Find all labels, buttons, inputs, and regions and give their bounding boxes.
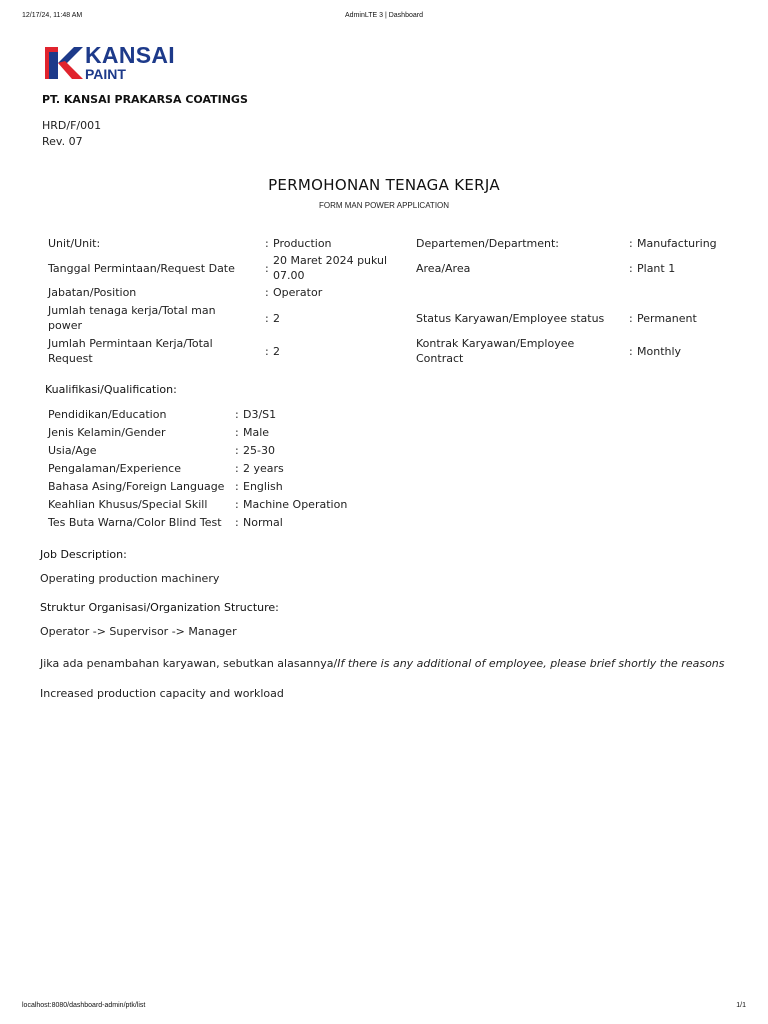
department-label: Departemen/Department: [416, 237, 559, 250]
qualification-label: Tes Buta Warna/Color Blind Test [48, 516, 222, 529]
qualification-row [0, 407, 768, 423]
qualification-value: D3/S1 [243, 408, 277, 421]
unit-separator: : [265, 237, 269, 250]
area-value: Plant 1 [637, 261, 676, 275]
qualification-row [0, 515, 768, 531]
total-manpower-label: Jumlah tenaga kerja/Total man power [48, 304, 216, 332]
employee-status-separator: : [629, 311, 633, 325]
qualification-separator: : [235, 462, 239, 475]
qualification-separator: : [235, 516, 239, 529]
department-separator: : [629, 237, 633, 250]
document-revision: Rev. 07 [42, 135, 83, 148]
qualification-value: Machine Operation [243, 498, 348, 511]
details-row-position [0, 285, 768, 300]
additional-reason-question [40, 656, 730, 671]
details-row-request [0, 336, 768, 366]
employee-contract-separator: : [629, 344, 633, 358]
employee-status-label: Status Karyawan/Employee status [416, 311, 605, 325]
qualification-value: Male [243, 426, 270, 439]
department-value: Manufacturing [637, 237, 717, 250]
qualification-separator: : [235, 480, 239, 493]
total-request-separator: : [265, 344, 269, 358]
qualification-row [0, 425, 768, 441]
print-header [22, 12, 746, 22]
org-structure-heading: Struktur Organisasi/Organization Structure: [40, 601, 279, 614]
logo-subtext: PAINT [85, 66, 126, 82]
total-manpower-value: 2 [273, 311, 280, 325]
area-label: Area/Area [416, 261, 471, 275]
qualification-label: Pendidikan/Education [48, 408, 167, 421]
company-name: PT. KANSAI PRAKARSA COATINGS [42, 93, 248, 106]
qualification-value: English [243, 480, 283, 493]
unit-label: Unit/Unit: [48, 237, 101, 250]
qualification-row [0, 443, 768, 459]
details-row-date [0, 253, 768, 283]
qualification-row [0, 479, 768, 495]
qualification-heading: Kualifikasi/Qualification: [45, 383, 177, 396]
qualification-value: 25-30 [243, 444, 275, 457]
details-row-unit [0, 236, 768, 251]
job-description-text: Operating production machinery [40, 572, 220, 585]
total-manpower-separator: : [265, 311, 269, 325]
position-label: Jabatan/Position [48, 286, 137, 299]
employee-contract-value: Monthly [637, 344, 682, 358]
qualification-row [0, 497, 768, 513]
qualification-label: Keahlian Khusus/Special Skill [48, 498, 208, 511]
kansai-logo-icon [45, 44, 83, 82]
print-page-title: AdminLTE 3 | Dashboard [345, 12, 423, 19]
document-code: HRD/F/001 [42, 119, 102, 132]
unit-value: Production [273, 237, 332, 250]
request-date-separator: : [265, 261, 269, 275]
print-footer [22, 1002, 746, 1012]
qualification-label: Usia/Age [48, 444, 97, 457]
details-row-manpower [0, 303, 768, 333]
form-subtitle: FORM MAN POWER APPLICATION [318, 201, 450, 210]
request-date-label: Tanggal Permintaan/Request Date [48, 261, 235, 275]
additional-reason-question-en: If there is any additional of employee, please brief shortly the reasons [337, 657, 725, 670]
qualification-label: Jenis Kelamin/Gender [48, 426, 166, 439]
area-separator: : [629, 261, 633, 275]
logo-wordmark: KANSAI [85, 42, 175, 68]
org-structure-text: Operator -> Supervisor -> Manager [40, 625, 237, 638]
job-description-heading: Job Description: [40, 548, 127, 561]
qualification-value: 2 years [243, 462, 284, 475]
print-page-number: 1/1 [736, 1002, 746, 1009]
position-value: Operator [273, 286, 323, 299]
qualification-separator: : [235, 498, 239, 511]
request-date-value: 20 Maret 2024 pukul 07.00 [273, 254, 388, 282]
position-separator: : [265, 286, 269, 299]
print-datetime: 12/17/24, 11:48 AM [22, 12, 83, 19]
qualification-separator: : [235, 426, 239, 439]
print-url: localhost:8080/dashboard-admin/ptk/list [22, 1002, 146, 1009]
qualification-label: Bahasa Asing/Foreign Language [48, 480, 225, 493]
employee-contract-label: Kontrak Karyawan/Employee Contract [416, 337, 575, 365]
additional-reason-question-id: Jika ada penambahan karyawan, sebutkan alasannya/ [40, 657, 338, 670]
qualification-value: Normal [243, 516, 283, 529]
total-request-label: Jumlah Permintaan Kerja/Total Request [48, 337, 213, 365]
qualification-row [0, 461, 768, 477]
employee-status-value: Permanent [637, 311, 697, 325]
kansai-paint-logo [45, 44, 185, 84]
qualification-separator: : [235, 444, 239, 457]
form-title: PERMOHONAN TENAGA KERJA [268, 176, 500, 194]
additional-reason-answer: Increased production capacity and workload [40, 687, 284, 700]
total-request-value: 2 [273, 344, 280, 358]
qualification-separator: : [235, 408, 239, 421]
qualification-label: Pengalaman/Experience [48, 462, 181, 475]
